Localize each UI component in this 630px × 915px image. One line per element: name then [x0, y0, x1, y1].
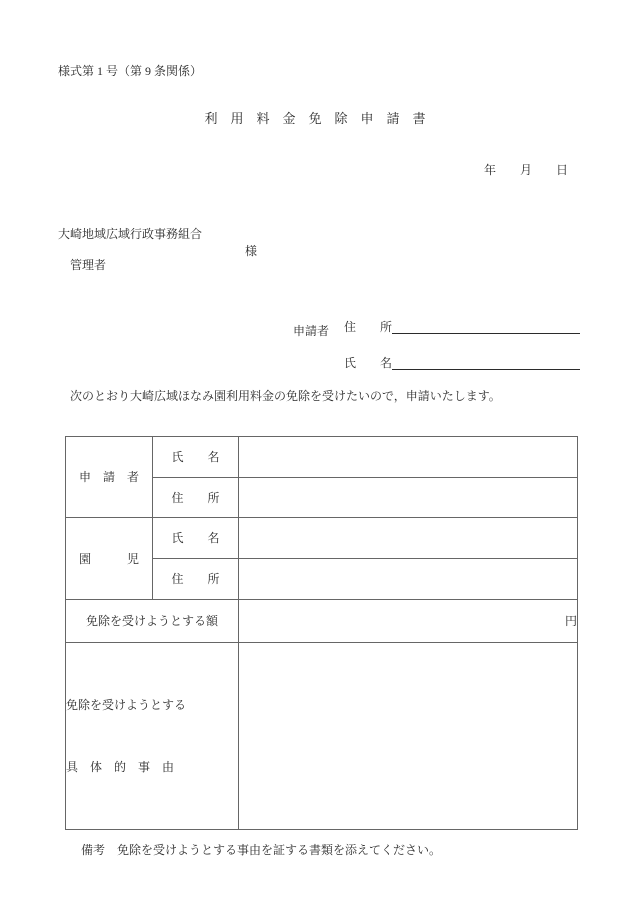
document-title: 利 用 料 金 免 除 申 請 書 — [204, 111, 426, 126]
addressee-role-line — [58, 244, 358, 300]
table-row — [66, 437, 578, 478]
applicant-name-input-cell — [239, 437, 578, 478]
remarks-text: 免除を受けようとする事由を証する書類を添えてください。 — [117, 843, 442, 857]
addressee-honorific: 様 — [245, 244, 258, 258]
date-line: 年 月 日 — [483, 163, 568, 177]
exemption-reason-label-line2: 具 体 的 事 由 — [66, 760, 175, 774]
addressee-role: 管理者 — [70, 258, 107, 272]
applicant-group-label: 申請者 — [293, 324, 330, 338]
exemption-reason-label-line1: 免除を受けようとする — [66, 698, 187, 712]
remarks-line — [69, 829, 441, 871]
table-row — [66, 643, 578, 830]
application-table — [65, 436, 578, 830]
application-statement: 次のとおり大崎広域ほなみ園利用料金の免除を受けたいので，申請いたします。 — [70, 389, 501, 403]
amount-unit-label: 円 — [564, 614, 577, 628]
child-name-input-cell — [239, 518, 578, 559]
exemption-amount-input-cell — [239, 600, 578, 643]
child-section-header: 園 児 — [66, 518, 153, 600]
exemption-amount-label-cell: 免除を受けようとする額 — [66, 600, 239, 643]
exemption-reason-label-cell — [66, 643, 239, 830]
exemption-reason-input-cell — [239, 643, 578, 830]
applicant-address-label-cell: 住 所 — [153, 478, 239, 518]
child-name-label-cell: 氏 名 — [153, 518, 239, 559]
applicant-name-label-cell: 氏 名 — [153, 437, 239, 478]
table-row — [66, 600, 578, 643]
form-number: 様式第 1 号（第 9 条関係） — [58, 64, 203, 78]
addressee-organization: 大崎地域広域行政事務組合 — [58, 227, 203, 241]
applicant-name-row — [332, 342, 580, 384]
applicant-address-input-cell — [239, 478, 578, 518]
applicant-address-field — [392, 320, 580, 334]
remarks-label: 備考 — [81, 843, 106, 857]
child-address-input-cell — [239, 559, 578, 600]
table-row — [66, 518, 578, 559]
applicant-section-header: 申 請 者 — [66, 437, 153, 518]
applicant-address-label: 住 所 — [344, 320, 393, 334]
applicant-name-field — [392, 356, 580, 370]
child-address-label-cell: 住 所 — [153, 559, 239, 600]
applicant-name-label: 氏 名 — [344, 356, 393, 370]
